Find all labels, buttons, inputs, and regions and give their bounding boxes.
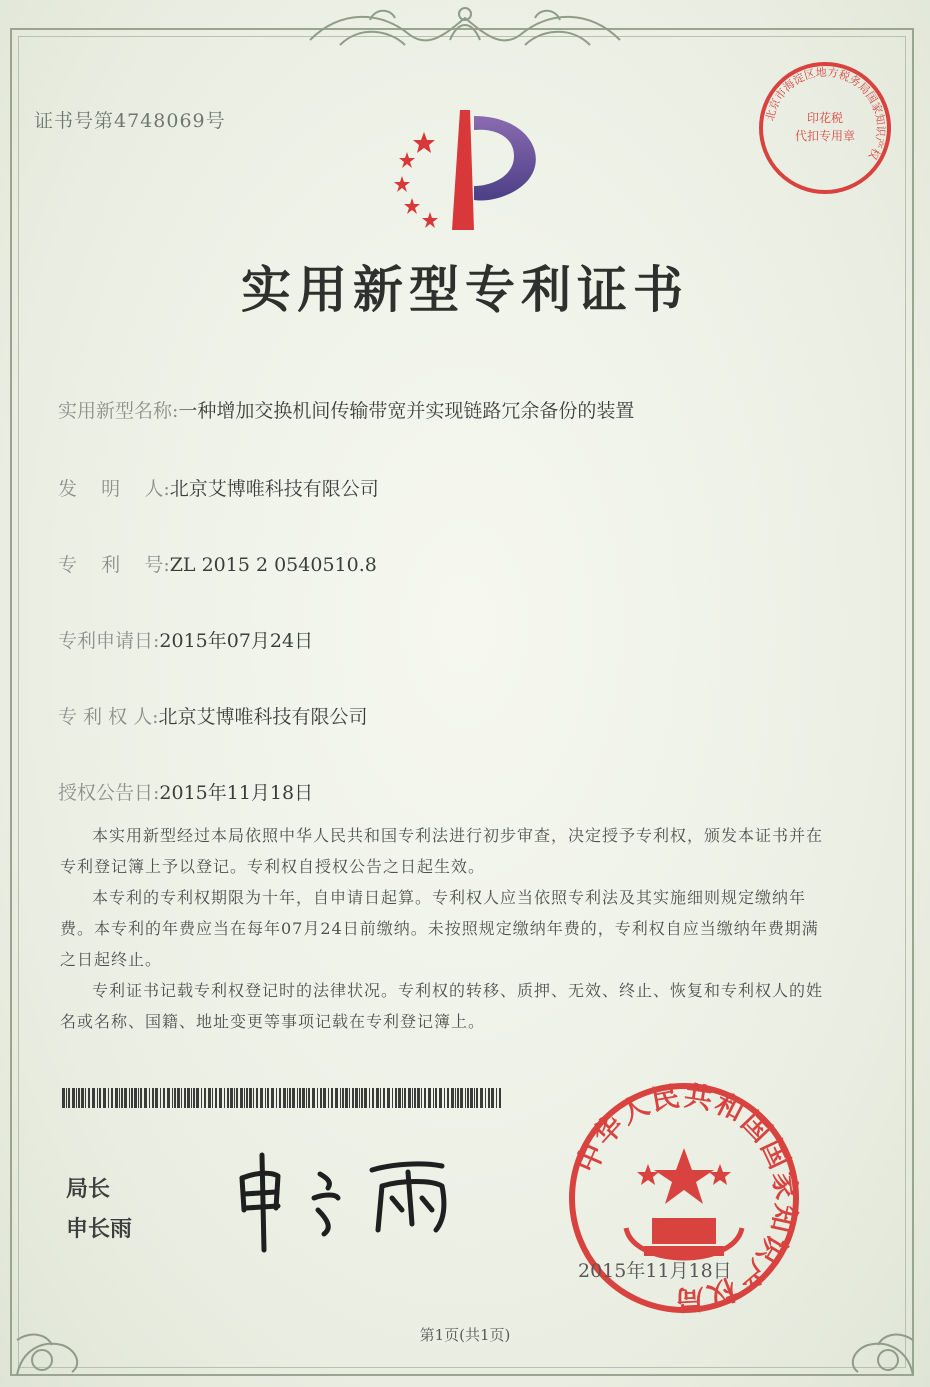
field-value: 2015年07月24日 [159, 630, 314, 652]
director-signature-icon [232, 1150, 472, 1260]
field-value: ZL 2015 2 0540510.8 [169, 554, 377, 576]
office-seal-ring-text: 中华人民共和国国家知识产权局 [569, 1079, 803, 1317]
page-footer: 第1页(共1页) [419, 1326, 511, 1344]
tax-stamp-icon [755, 58, 895, 198]
body-paragraph: 本实用新型经过本局依照中华人民共和国专利法进行初步审查，决定授予专利权，颁发本证书并在专利登记簿上予以登记。专利权自授权公告之日起生效。 [60, 826, 824, 876]
field-patent-number [58, 550, 377, 577]
body-paragraph: 本专利的专利权期限为十年，自申请日起算。专利权人应当依照专利法及其实施细则规定缴纳年费。本专利的年费应当在每年07月24日前缴纳。未按照规定缴纳年费的，专利权自应当缴纳年费期满之日起终止。 [60, 888, 819, 969]
certificate-number: 证书号第4748069号 [34, 110, 226, 132]
certificate-body [60, 820, 830, 1037]
barcode-icon [62, 1088, 502, 1108]
tax-stamp-center-text: 代扣专用章 [794, 129, 856, 143]
field-label: 专利申请日: [58, 630, 160, 652]
body-paragraph: 专利证书记载专利权登记时的法律状况。专利权的转移、质押、无效、终止、恢复和专利权人的姓名或名称、国籍、地址变更等事项记载在专利登记簿上。 [60, 981, 824, 1031]
field-label: 发 明 人: [58, 478, 170, 500]
field-application-date [58, 626, 313, 653]
field-value: 2015年11月18日 [159, 782, 314, 804]
patent-office-logo-icon [382, 102, 552, 232]
field-grant-date [58, 778, 313, 805]
field-label: 专 利 号: [58, 554, 170, 576]
certificate-title: 实用新型专利证书 [241, 260, 689, 319]
field-utility-model-name [58, 396, 634, 423]
field-patentee [58, 702, 368, 729]
field-label: 授权公告日: [58, 782, 160, 804]
field-value: 一种增加交换机间传输带宽并实现链路冗余备份的装置 [178, 400, 635, 422]
seal-date: 2015年11月18日 [578, 1260, 732, 1282]
director-title: 局长 [66, 1177, 111, 1202]
field-value: 北京艾博唯科技有限公司 [169, 478, 379, 500]
field-inventor [58, 474, 379, 501]
field-value: 北京艾博唯科技有限公司 [158, 706, 368, 728]
field-label: 实用新型名称: [58, 400, 179, 422]
field-label: 专 利 权 人: [58, 706, 159, 728]
director-name: 申长雨 [66, 1217, 133, 1242]
tax-stamp-ring-text: 北京市海淀区地方税务局国家知识产权 [763, 65, 888, 162]
tax-stamp-center-text: 印花税 [806, 111, 844, 125]
top-ornament-icon [300, 0, 630, 60]
